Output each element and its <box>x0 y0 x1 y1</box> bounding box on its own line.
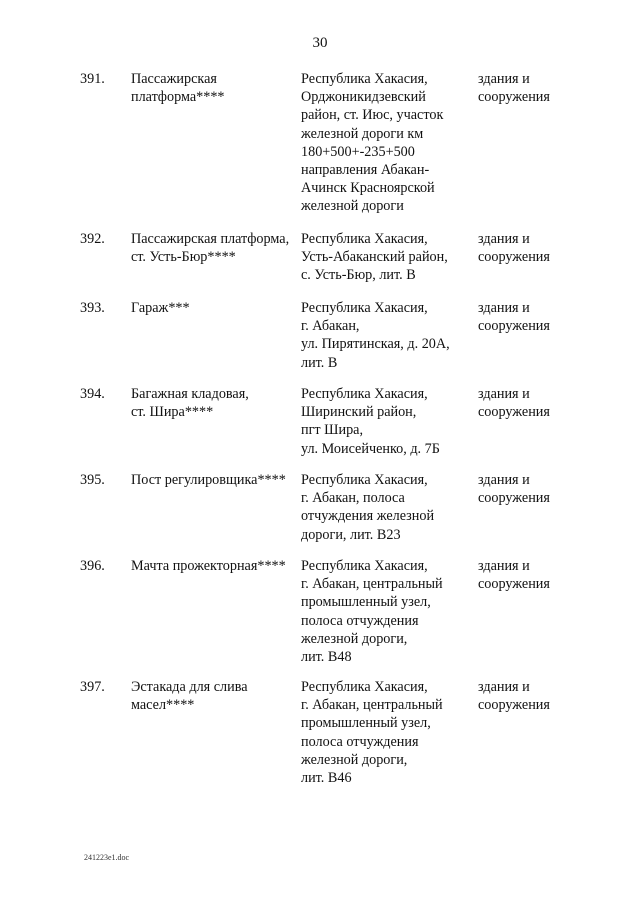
object-address: Республика Хакасия, г. Абакан, центральный промышленный узел, полоса отчуждения железной дороги, лит. В48 <box>301 558 443 666</box>
object-address: Республика Хакасия, Орджоникидзевский район, ст. Июс, участок железной дороги км 180+500+-235+500 направления Абакан- Ачинск Красноярской железной дороги <box>301 71 444 215</box>
object-name: Эстакада для слива масел**** <box>131 679 248 714</box>
row-number: 392. <box>80 231 105 247</box>
row-number: 395. <box>80 472 105 488</box>
object-name: Пассажирская платформа, ст. Усть-Бюр**** <box>131 231 290 266</box>
object-name: Багажная кладовая, ст. Шира**** <box>131 386 249 421</box>
object-type: здания и сооружения <box>478 386 550 421</box>
row-number: 394. <box>80 386 105 402</box>
object-type: здания и сооружения <box>478 679 550 714</box>
row-number: 397. <box>80 679 105 695</box>
document-filename: 241223e1.doc <box>84 853 130 862</box>
object-address: Республика Хакасия, Ширинский район, пгт Шира, ул. Моисейченко, д. 7Б <box>301 386 440 457</box>
object-name: Мачта прожекторная**** <box>131 558 286 574</box>
object-address: Республика Хакасия, Усть-Абаканский район, с. Усть-Бюр, лит. В <box>301 231 448 284</box>
object-name: Гараж*** <box>131 300 190 316</box>
page-number: 30 <box>312 35 328 51</box>
object-type: здания и сооружения <box>478 472 550 507</box>
object-address: Республика Хакасия, г. Абакан, центральный промышленный узел, полоса отчуждения железной дороги, лит. В46 <box>301 679 443 787</box>
object-type: здания и сооружения <box>478 300 550 335</box>
object-type: здания и сооружения <box>478 71 550 106</box>
row-number: 391. <box>80 71 105 87</box>
object-name: Пассажирская платформа**** <box>131 71 225 106</box>
object-type: здания и сооружения <box>478 558 550 593</box>
object-address: Республика Хакасия, г. Абакан, ул. Пирятинская, д. 20А, лит. В <box>301 300 450 371</box>
row-number: 393. <box>80 300 105 316</box>
row-number: 396. <box>80 558 105 574</box>
object-address: Республика Хакасия, г. Абакан, полоса отчуждения железной дороги, лит. В23 <box>301 472 435 543</box>
object-name: Пост регулировщика**** <box>131 472 286 488</box>
object-type: здания и сооружения <box>478 231 550 266</box>
